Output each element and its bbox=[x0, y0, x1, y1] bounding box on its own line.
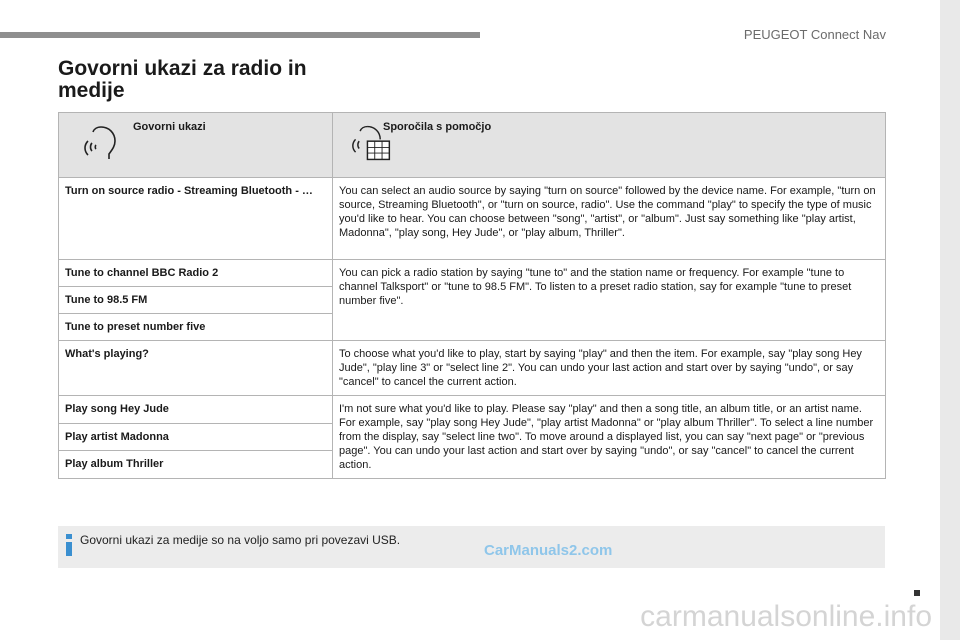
info-note bbox=[58, 526, 885, 568]
command-cell: Turn on source radio - Streaming Bluetooth - … bbox=[59, 178, 333, 260]
column-header-messages bbox=[333, 113, 886, 178]
command-cell: Play song Hey Jude bbox=[59, 396, 333, 424]
command-cell: Tune to channel BBC Radio 2 bbox=[59, 260, 333, 287]
message-cell: I'm not sure what you'd like to play. Please say "play" and then a song title, an album title, or an artist name. For example, say "play song Hey Jude", "play artist Madonna" or "play album Thriller". To select a line number from the display, say "select line two". To move around a displayed list, you can say "next page" or "previous page". You can undo your last action and start over by saying "undo", or say "cancel" to cancel the current action. bbox=[333, 396, 886, 479]
column-header-messages-label: Sporočila s pomočjo bbox=[383, 121, 492, 133]
page-edge-strip bbox=[940, 0, 960, 640]
command-cell: Tune to preset number five bbox=[59, 314, 333, 341]
table-row bbox=[59, 396, 886, 424]
command-cell: Play album Thriller bbox=[59, 451, 333, 479]
command-cell: Tune to 98.5 FM bbox=[59, 287, 333, 314]
table-row bbox=[59, 260, 886, 287]
header-brand: PEUGEOT Connect Nav bbox=[743, 27, 886, 42]
column-header-commands-label: Govorni ukazi bbox=[133, 121, 206, 133]
header-rule bbox=[0, 32, 480, 38]
table-row bbox=[59, 178, 886, 260]
page-marker bbox=[914, 590, 920, 596]
table-row bbox=[59, 341, 886, 396]
info-icon bbox=[66, 534, 72, 556]
column-header-commands bbox=[59, 113, 333, 178]
command-cell: Play artist Madonna bbox=[59, 423, 333, 451]
command-cell: What's playing? bbox=[59, 341, 333, 396]
message-cell: To choose what you'd like to play, start by saying "play" and then the item. For example, say "play song Hey Jude", "play line 3" or "select line 2". You can undo your last action and start over by saying "undo", or say "cancel" to cancel the current action. bbox=[333, 341, 886, 396]
page-title: Govorni ukazi za radio in medije bbox=[58, 57, 307, 102]
info-note-text: Govorni ukazi za medije so na voljo samo pri povezavi USB. bbox=[80, 533, 401, 547]
voice-command-icon bbox=[81, 121, 123, 165]
watermark-carmanuals2: CarManuals2.com bbox=[484, 542, 613, 559]
voice-command-table bbox=[58, 112, 886, 479]
message-cell: You can pick a radio station by saying "tune to" and the station name or frequency. For example "tune to channel Talksport" or "tune to 98.5 FM". To listen to a preset radio station, say for example "tune to preset number five". bbox=[333, 260, 886, 341]
message-cell: You can select an audio source by saying "turn on source" followed by the device name. For example, "turn on source, Streaming Bluetooth", or "turn on source, radio". Use the command "play" to specify the type of music you'd like to hear. You can choose between "song", "artist", or "album". Just say something like "play artist, Madonna", "play song, Hey Jude", or "play album, Thriller". bbox=[333, 178, 886, 260]
watermark-footer: carmanualsonline.info bbox=[640, 600, 932, 633]
